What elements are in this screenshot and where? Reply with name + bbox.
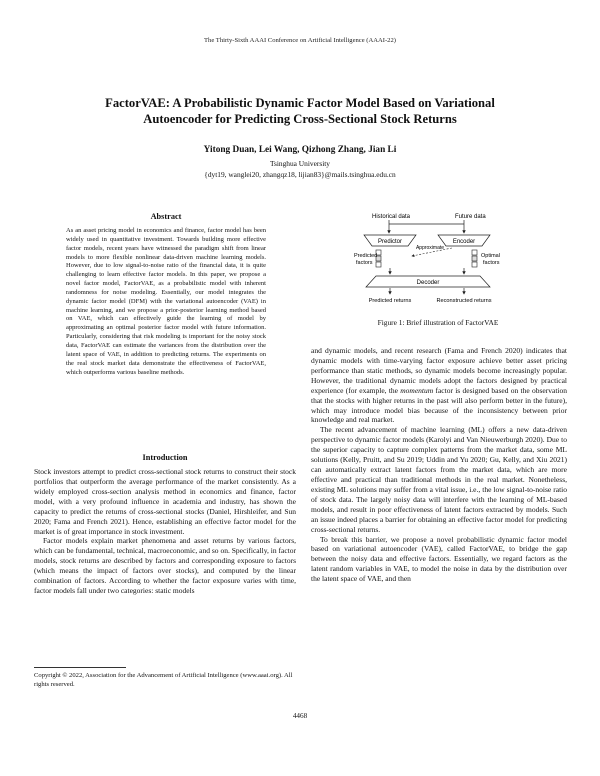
optimal-factor-cell xyxy=(472,262,477,267)
author-emails: {dyt19, wanglei20, zhangqz18, lijian83}@mails.tsinghua.edu.cn xyxy=(204,169,396,179)
momentum-emphasis: momentum xyxy=(400,385,434,395)
intro-paragraph-1: Stock investors attempt to predict cross-sectional stock returns to construct their stock portfolios that outperform the average performance of the market consistently. As a widely employed cross-section analysis method in economics and finance, factor model, with a very profound influence in academia and industry, has shown the capacity to predict the returns of cross-sectional stocks (Daniel, Hirshleifer, and Sun 2020; Fama and French 2021). Hence, establishing an effective factor model for the market is of great importance in stock investment. xyxy=(34,467,296,536)
right-paragraph-1-end: factor is designed based on the observation that the stocks with higher returns in the past will also perform better in the future), which may introduce model bias because of the inconsistency between prior knowledge and real market. xyxy=(311,385,567,425)
title-line-1: FactorVAE: A Probabilistic Dynamic Factor Model Based on Variational xyxy=(105,96,495,110)
decoder-label: Decoder xyxy=(416,280,440,286)
optimal-factor-cell xyxy=(472,256,477,261)
encoder-label: Encoder xyxy=(452,239,476,245)
affiliation-block xyxy=(0,159,600,180)
predictor-label: Predictor xyxy=(377,239,403,245)
abstract-text: As an asset pricing model in economics and finance, factor model has been widely used in quantitative investment. Towards building more effective factor models, recent years have witnessed the paradigm shift from linear models to more flexible nonlinear data-driven machine learning models. However, due to low signal-to-noise ratio of the financial data, it is quite challenging to learn effective factor models. In this paper, we propose a novel factor model, FactorVAE, as a probabilistic model with inherent randomness for noise modeling. Essentially, our model integrates the dynamic factor model (DFM) with the variational autoencoder (VAE) in machine learning, and we propose a prior-posterior learning method based on VAE, which can effectively guide the learning of model by approximating an optimal posterior factor model with future information. Particularly, considering that risk modeling is important for the noisy stock data, FactorVAE can estimate the variances from the distribution over the latent space of VAE, in addition to predicting returns. The experiments on the real stock market data demonstrate the effectiveness of FactorVAE, which outperforms various baseline methods. xyxy=(66,227,266,376)
intro-paragraph-2: Factor models explain market phenomena and asset returns by various factors, which can be fundamental, technical, macroeconomic, and so on. Specifically, in factor models, stock returns are described by factors and corresponding exposure to factors (which means the impact of factors over stocks), and computed by the linear combination of factors. According to whether the factor exposure varies with time, factor models fall under two categories: static models xyxy=(34,536,296,596)
predicted-factors-label-1: Predicted xyxy=(354,253,378,259)
future-data-label: Future data xyxy=(455,214,486,220)
paper-title xyxy=(60,95,540,127)
predicted-factor-cell xyxy=(376,262,381,267)
footnote-rule xyxy=(34,667,126,668)
authors: Yitong Duan, Lei Wang, Qizhong Zhang, Jian Li xyxy=(203,145,397,155)
title-line-2: Autoencoder for Predicting Cross-Sectional Stock Returns xyxy=(143,112,457,126)
right-paragraph-2: The recent advancement of machine learning (ML) offers a new data-driven perspective to dynamic factor models (Karolyi and Van Nieuwerburgh 2020). Due to the superior capacity to capture complex patterns from the market data, some ML solutions (Kelly, Pruitt, and Su 2019; Uddin and Yu 2020; Gu, Kelly, and Xiu 2021) can automatically extract latent factors from the market data, which are more effective and practical than traditional methods in the real market. Nonetheless, existing ML solutions may suffer from a vital issue, i.e., the low signal-to-noise ratio of stock data. The largely noisy data will interfere with the learning of ML-based models, and result in poor effectiveness of latent factors extracted by models. Such an issue indeed places a barrier for obtaining an effective factor model for predicting cross-sectional returns. xyxy=(311,425,567,534)
right-paragraph-3: To break this barrier, we propose a novel probabilistic dynamic factor model based on variational autoencoder (VAE), called FactorVAE, to bridge the gap between the noisy data and effective factors. Essentially, we regard factors as the latent random variables in VAE, to model the noise in data by the distribution over the latent space of VAE, and then xyxy=(311,534,567,584)
optimal-factors-label-2: factors xyxy=(483,260,500,266)
page-number: 4468 xyxy=(292,712,308,720)
right-paragraph-1 xyxy=(311,346,567,425)
reconstructed-returns-label: Reconstructed returns xyxy=(436,298,492,304)
copyright-notice: Copyright © 2022, Association for the Advancement of Artificial Intelligence (www.aaai.org). All rights reserved. xyxy=(34,672,293,688)
introduction-heading: Introduction xyxy=(142,453,188,462)
conference-header: The Thirty-Sixth AAAI Conference on Artificial Intelligence (AAAI-22) xyxy=(204,37,396,44)
factorvae-figure xyxy=(352,210,518,308)
optimal-factors-label-1: Optimal xyxy=(481,253,500,259)
right-column-body xyxy=(311,346,567,584)
introduction-body xyxy=(34,467,296,596)
figure-caption: Figure 1: Brief illustration of FactorVAE xyxy=(377,318,499,327)
affiliation: Tsinghua University xyxy=(269,159,331,168)
predicted-factors-label-2: factors xyxy=(356,260,373,266)
abstract-heading: Abstract xyxy=(150,212,182,221)
historical-data-label: Historical data xyxy=(372,214,411,220)
optimal-factor-cell xyxy=(472,250,477,255)
right-paragraph-1-start: and dynamic models, and recent research (Fama and French 2020) indicates that dynamic models with time-varying factor exposure achieve better asset pricing performance than static methods, so dynamic models become increasingly popular. However, the traditional dynamic models adopt the factors designed by practical experience (for example, the xyxy=(311,346,567,395)
approximate-label: Approximate xyxy=(415,245,445,251)
predicted-returns-label: Predicted returns xyxy=(368,298,412,304)
